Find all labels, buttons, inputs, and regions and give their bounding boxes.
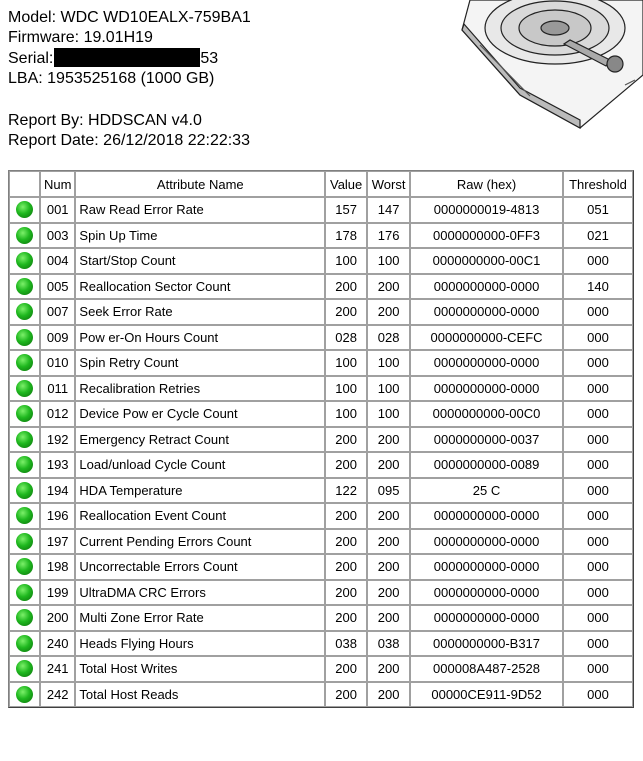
col-attribute-name: Attribute Name (75, 171, 325, 197)
table-row (9, 656, 633, 682)
smart-attributes-table (8, 170, 634, 708)
lba-line: LBA: 1953525168 (1000 GB) (8, 70, 215, 87)
attribute-threshold: 000 (563, 554, 633, 580)
attribute-value: 100 (325, 401, 367, 427)
attribute-raw: 0000000000-0000 (410, 299, 563, 325)
attribute-threshold: 000 (563, 427, 633, 453)
attribute-raw: 0000000000-0000 (410, 605, 563, 631)
attribute-threshold: 000 (563, 376, 633, 402)
attribute-name: Uncorrectable Errors Count (75, 554, 325, 580)
status-cell (9, 325, 40, 351)
attribute-worst: 100 (367, 376, 410, 402)
status-cell (9, 631, 40, 657)
attribute-raw: 0000000000-0000 (410, 580, 563, 606)
attribute-name: HDA Temperature (75, 478, 325, 504)
attribute-num: 194 (40, 478, 75, 504)
attribute-num: 198 (40, 554, 75, 580)
attribute-value: 178 (325, 223, 367, 249)
attribute-threshold: 000 (563, 605, 633, 631)
attribute-value: 200 (325, 529, 367, 555)
table-row (9, 325, 633, 351)
attribute-raw: 0000000000-0000 (410, 350, 563, 376)
status-cell (9, 503, 40, 529)
table-row (9, 631, 633, 657)
attribute-threshold: 000 (563, 503, 633, 529)
status-cell (9, 605, 40, 631)
drive-info (8, 8, 251, 151)
status-cell (9, 529, 40, 555)
attribute-worst: 200 (367, 682, 410, 708)
table-row (9, 427, 633, 453)
attribute-worst: 200 (367, 452, 410, 478)
attribute-threshold: 000 (563, 656, 633, 682)
attribute-num: 004 (40, 248, 75, 274)
status-ok-icon (16, 686, 33, 703)
status-ok-icon (16, 380, 33, 397)
attribute-num: 007 (40, 299, 75, 325)
attribute-num: 193 (40, 452, 75, 478)
attribute-name: Heads Flying Hours (75, 631, 325, 657)
table-row (9, 452, 633, 478)
attribute-name: Pow er-On Hours Count (75, 325, 325, 351)
attribute-name: Start/Stop Count (75, 248, 325, 274)
status-ok-icon (16, 227, 33, 244)
status-cell (9, 274, 40, 300)
attribute-worst: 200 (367, 274, 410, 300)
attribute-value: 200 (325, 427, 367, 453)
attribute-threshold: 000 (563, 452, 633, 478)
attribute-raw: 000008A487-2528 (410, 656, 563, 682)
attribute-worst: 200 (367, 605, 410, 631)
status-cell (9, 554, 40, 580)
attribute-name: Recalibration Retries (75, 376, 325, 402)
attribute-raw: 25 C (410, 478, 563, 504)
table-row (9, 503, 633, 529)
report-by-line: Report By: HDDSCAN v4.0 (8, 112, 202, 129)
attribute-num: 196 (40, 503, 75, 529)
status-ok-icon (16, 329, 33, 346)
attribute-num: 242 (40, 682, 75, 708)
attribute-value: 200 (325, 554, 367, 580)
attribute-num: 003 (40, 223, 75, 249)
status-ok-icon (16, 456, 33, 473)
attribute-threshold: 000 (563, 682, 633, 708)
firmware-value: 19.01H19 (83, 29, 153, 46)
model-value: WDC WD10EALX-759BA1 (60, 9, 251, 26)
status-cell (9, 197, 40, 223)
attribute-raw: 0000000000-CEFC (410, 325, 563, 351)
status-ok-icon (16, 660, 33, 677)
attribute-name: Total Host Reads (75, 682, 325, 708)
attribute-worst: 200 (367, 580, 410, 606)
attribute-name: UltraDMA CRC Errors (75, 580, 325, 606)
attribute-worst: 100 (367, 248, 410, 274)
col-raw: Raw (hex) (410, 171, 563, 197)
attribute-name: Emergency Retract Count (75, 427, 325, 453)
attribute-worst: 200 (367, 503, 410, 529)
attribute-raw: 0000000000-00C1 (410, 248, 563, 274)
table-row (9, 197, 633, 223)
attribute-raw: 0000000019-4813 (410, 197, 563, 223)
table-header-row (9, 171, 633, 197)
hard-drive-icon (460, 0, 643, 130)
attribute-value: 200 (325, 605, 367, 631)
status-ok-icon (16, 507, 33, 524)
col-value: Value (325, 171, 367, 197)
firmware-line: Firmware: 19.01H19 (8, 29, 153, 46)
attribute-worst: 200 (367, 427, 410, 453)
attribute-num: 010 (40, 350, 75, 376)
attribute-name: Device Pow er Cycle Count (75, 401, 325, 427)
attribute-value: 200 (325, 580, 367, 606)
serial-line: Serial: 53 (8, 50, 219, 67)
attribute-raw: 0000000000-0000 (410, 274, 563, 300)
attribute-raw: 0000000000-B317 (410, 631, 563, 657)
attribute-num: 012 (40, 401, 75, 427)
report-by-value: HDDSCAN v4.0 (88, 112, 202, 129)
status-ok-icon (16, 558, 33, 575)
status-cell (9, 656, 40, 682)
attribute-raw: 0000000000-0000 (410, 503, 563, 529)
table-row (9, 299, 633, 325)
attribute-name: Spin Retry Count (75, 350, 325, 376)
attribute-raw: 0000000000-00C0 (410, 401, 563, 427)
col-worst: Worst (367, 171, 410, 197)
attribute-threshold: 000 (563, 350, 633, 376)
table-row (9, 350, 633, 376)
attribute-raw: 0000000000-0037 (410, 427, 563, 453)
table-row (9, 478, 633, 504)
status-cell (9, 299, 40, 325)
attribute-num: 005 (40, 274, 75, 300)
attribute-num: 199 (40, 580, 75, 606)
attribute-worst: 100 (367, 401, 410, 427)
attribute-num: 200 (40, 605, 75, 631)
table-row (9, 274, 633, 300)
status-cell (9, 452, 40, 478)
report-date-value: 26/12/2018 22:22:33 (103, 132, 250, 149)
status-ok-icon (16, 201, 33, 218)
table-row (9, 580, 633, 606)
attribute-threshold: 000 (563, 529, 633, 555)
attribute-num: 192 (40, 427, 75, 453)
col-threshold: Threshold (563, 171, 633, 197)
col-num: Num (40, 171, 75, 197)
table-row (9, 605, 633, 631)
status-ok-icon (16, 405, 33, 422)
attribute-name: Current Pending Errors Count (75, 529, 325, 555)
attribute-value: 157 (325, 197, 367, 223)
attribute-name: Seek Error Rate (75, 299, 325, 325)
lba-value: 1953525168 (1000 GB) (47, 70, 215, 87)
status-ok-icon (16, 609, 33, 626)
attribute-threshold: 000 (563, 401, 633, 427)
status-ok-icon (16, 533, 33, 550)
attribute-raw: 0000000000-0000 (410, 554, 563, 580)
attribute-worst: 095 (367, 478, 410, 504)
attribute-name: Reallocation Sector Count (75, 274, 325, 300)
status-ok-icon (16, 303, 33, 320)
status-ok-icon (16, 252, 33, 269)
attribute-threshold: 000 (563, 631, 633, 657)
status-cell (9, 427, 40, 453)
table-row (9, 376, 633, 402)
attribute-threshold: 051 (563, 197, 633, 223)
attribute-value: 200 (325, 274, 367, 300)
serial-redaction (54, 48, 200, 67)
status-ok-icon (16, 635, 33, 652)
table-row (9, 529, 633, 555)
table-row (9, 248, 633, 274)
status-ok-icon (16, 584, 33, 601)
attribute-threshold: 000 (563, 248, 633, 274)
status-cell (9, 223, 40, 249)
attribute-threshold: 000 (563, 325, 633, 351)
attribute-worst: 100 (367, 350, 410, 376)
table-row (9, 223, 633, 249)
attribute-threshold: 000 (563, 478, 633, 504)
attribute-threshold: 000 (563, 299, 633, 325)
attribute-value: 200 (325, 656, 367, 682)
status-cell (9, 350, 40, 376)
attribute-threshold: 021 (563, 223, 633, 249)
table-row (9, 401, 633, 427)
status-ok-icon (16, 354, 33, 371)
status-cell (9, 580, 40, 606)
status-ok-icon (16, 278, 33, 295)
attribute-raw: 0000000000-0FF3 (410, 223, 563, 249)
attribute-value: 028 (325, 325, 367, 351)
attribute-threshold: 140 (563, 274, 633, 300)
attribute-worst: 200 (367, 656, 410, 682)
report-date-line: Report Date: 26/12/2018 22:22:33 (8, 132, 250, 149)
attribute-num: 009 (40, 325, 75, 351)
table-row (9, 554, 633, 580)
attribute-worst: 028 (367, 325, 410, 351)
attribute-name: Reallocation Event Count (75, 503, 325, 529)
status-cell (9, 682, 40, 708)
status-cell (9, 248, 40, 274)
attribute-value: 200 (325, 682, 367, 708)
attribute-num: 001 (40, 197, 75, 223)
attribute-num: 240 (40, 631, 75, 657)
attribute-value: 100 (325, 350, 367, 376)
attribute-value: 100 (325, 376, 367, 402)
attribute-value: 200 (325, 503, 367, 529)
status-ok-icon (16, 482, 33, 499)
status-cell (9, 401, 40, 427)
attribute-worst: 147 (367, 197, 410, 223)
status-ok-icon (16, 431, 33, 448)
attribute-value: 200 (325, 452, 367, 478)
attribute-value: 100 (325, 248, 367, 274)
attribute-num: 197 (40, 529, 75, 555)
attribute-num: 011 (40, 376, 75, 402)
attribute-worst: 176 (367, 223, 410, 249)
attribute-raw: 0000000000-0089 (410, 452, 563, 478)
attribute-worst: 200 (367, 299, 410, 325)
model-line: Model: WDC WD10EALX-759BA1 (8, 9, 251, 26)
attribute-value: 200 (325, 299, 367, 325)
attribute-raw: 0000000000-0000 (410, 529, 563, 555)
attribute-worst: 200 (367, 554, 410, 580)
attribute-name: Load/unload Cycle Count (75, 452, 325, 478)
attribute-threshold: 000 (563, 580, 633, 606)
status-cell (9, 376, 40, 402)
col-status (9, 171, 40, 197)
attribute-raw: 00000CE911-9D52 (410, 682, 563, 708)
attribute-value: 038 (325, 631, 367, 657)
table-row (9, 682, 633, 708)
attribute-name: Total Host Writes (75, 656, 325, 682)
status-cell (9, 478, 40, 504)
attribute-name: Spin Up Time (75, 223, 325, 249)
attribute-value: 122 (325, 478, 367, 504)
attribute-worst: 038 (367, 631, 410, 657)
attribute-name: Raw Read Error Rate (75, 197, 325, 223)
attribute-raw: 0000000000-0000 (410, 376, 563, 402)
attribute-num: 241 (40, 656, 75, 682)
serial-suffix: 53 (200, 50, 219, 67)
attribute-worst: 200 (367, 529, 410, 555)
attribute-name: Multi Zone Error Rate (75, 605, 325, 631)
